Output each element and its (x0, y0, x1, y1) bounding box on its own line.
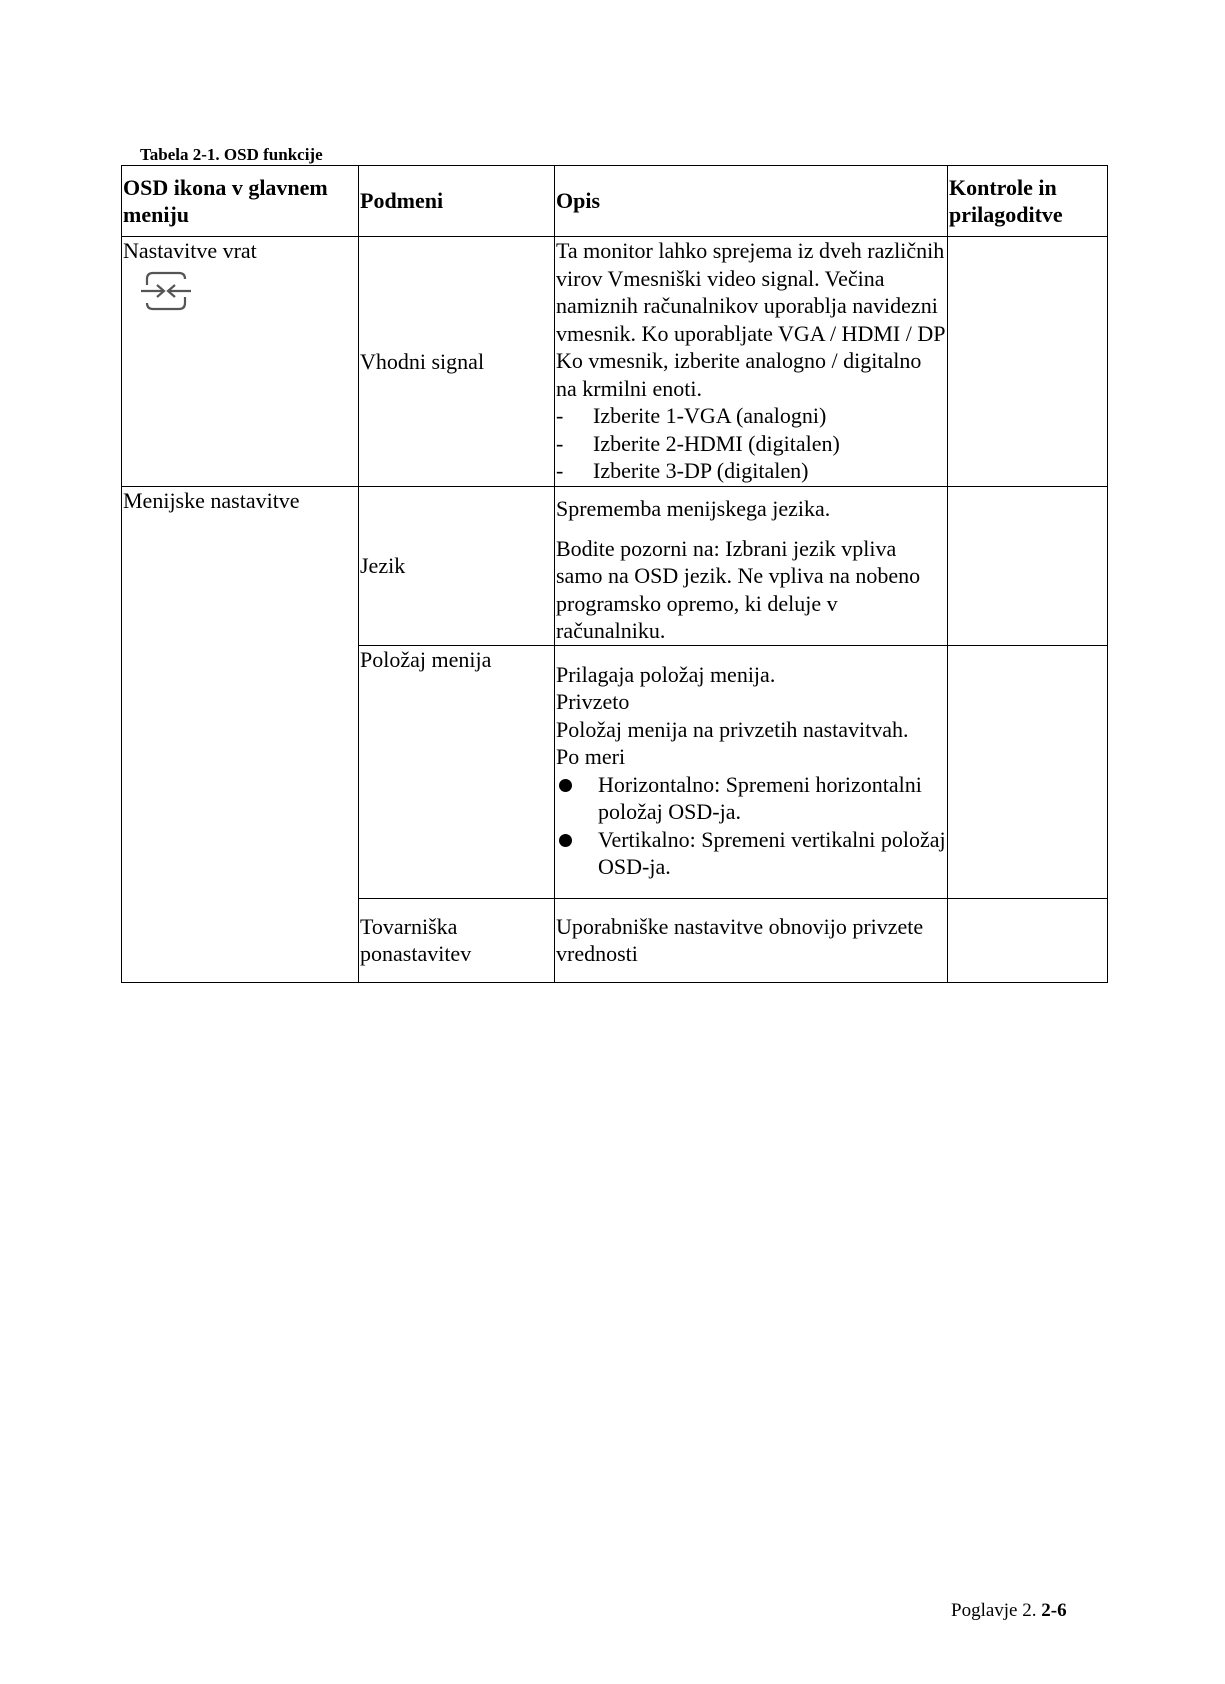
list-item: - Izberite 2-HDMI (digitalen) (556, 430, 947, 458)
table-row (122, 237, 1108, 487)
description-text: Položaj menija na privzetih nastavitvah. (556, 716, 909, 742)
controls-cell (948, 237, 1108, 487)
osd-functions-table (121, 165, 1108, 983)
submenu-cell: Jezik (359, 487, 555, 646)
header-submenu: Podmeni (359, 166, 555, 237)
main-menu-cell (122, 487, 359, 983)
page-footer (951, 1600, 1067, 1622)
description-cell (555, 645, 948, 898)
main-menu-label: Nastavitve vrat (123, 238, 257, 263)
list-item: Vertikalno: Spremeni vertikalni položaj OSD-ja. (556, 826, 947, 881)
list-item: - Izberite 3-DP (digitalen) (556, 457, 947, 485)
header-icon: OSD ikona v glavnem meniju (122, 166, 359, 237)
submenu-cell: Položaj menija (359, 645, 555, 898)
controls-cell (948, 898, 1108, 982)
header-controls: Kontrole in prilagoditve (948, 166, 1108, 237)
option-list (556, 771, 947, 881)
description-cell (555, 237, 948, 487)
page-number: 2-6 (1041, 1600, 1067, 1621)
chapter-label: Poglavje 2. (951, 1600, 1037, 1621)
main-menu-cell (122, 237, 359, 487)
option-list (556, 402, 947, 485)
description-note: Bodite pozorni na: Izbrani jezik vpliva samo na OSD jezik. Ne vpliva na nobeno programsko opremo, ki deluje v računalniku. (556, 535, 921, 643)
list-item: - Izberite 1-VGA (analogni) (556, 402, 947, 430)
table-row (122, 487, 1108, 646)
input-switch-icon (137, 269, 195, 313)
description-cell: Uporabniške nastavitve obnovijo privzete vrednosti (555, 898, 948, 982)
description-text: Prilagaja položaj menija. (556, 661, 776, 687)
description-text: Sprememba menijskega jezika. (556, 496, 831, 521)
controls-cell (948, 487, 1108, 646)
list-item: Horizontalno: Spremeni horizontalni položaj OSD-ja. (556, 771, 947, 826)
table-header-row (122, 166, 1108, 237)
description-cell (555, 487, 948, 646)
submenu-cell: Vhodni signal (359, 237, 555, 487)
header-description: Opis (555, 166, 948, 237)
description-text: Po meri (556, 744, 626, 769)
description-text: Ta monitor lahko sprejema iz dveh različnih virov Vmesniški video signal. Večina namiznih računalnikov uporablja navidezni vmesnik. Ko uporabljate VGA / HDMI / DP Ko vmesnik, izberite analogno / digitalno na krmilni enoti. (556, 238, 945, 401)
description-text: Privzeto (556, 689, 630, 714)
table-caption: Tabela 2-1. OSD funkcije (140, 145, 323, 164)
submenu-cell: Tovarniška ponastavitev (359, 898, 555, 982)
controls-cell (948, 645, 1108, 898)
main-menu-label: Menijske nastavitve (123, 488, 300, 513)
